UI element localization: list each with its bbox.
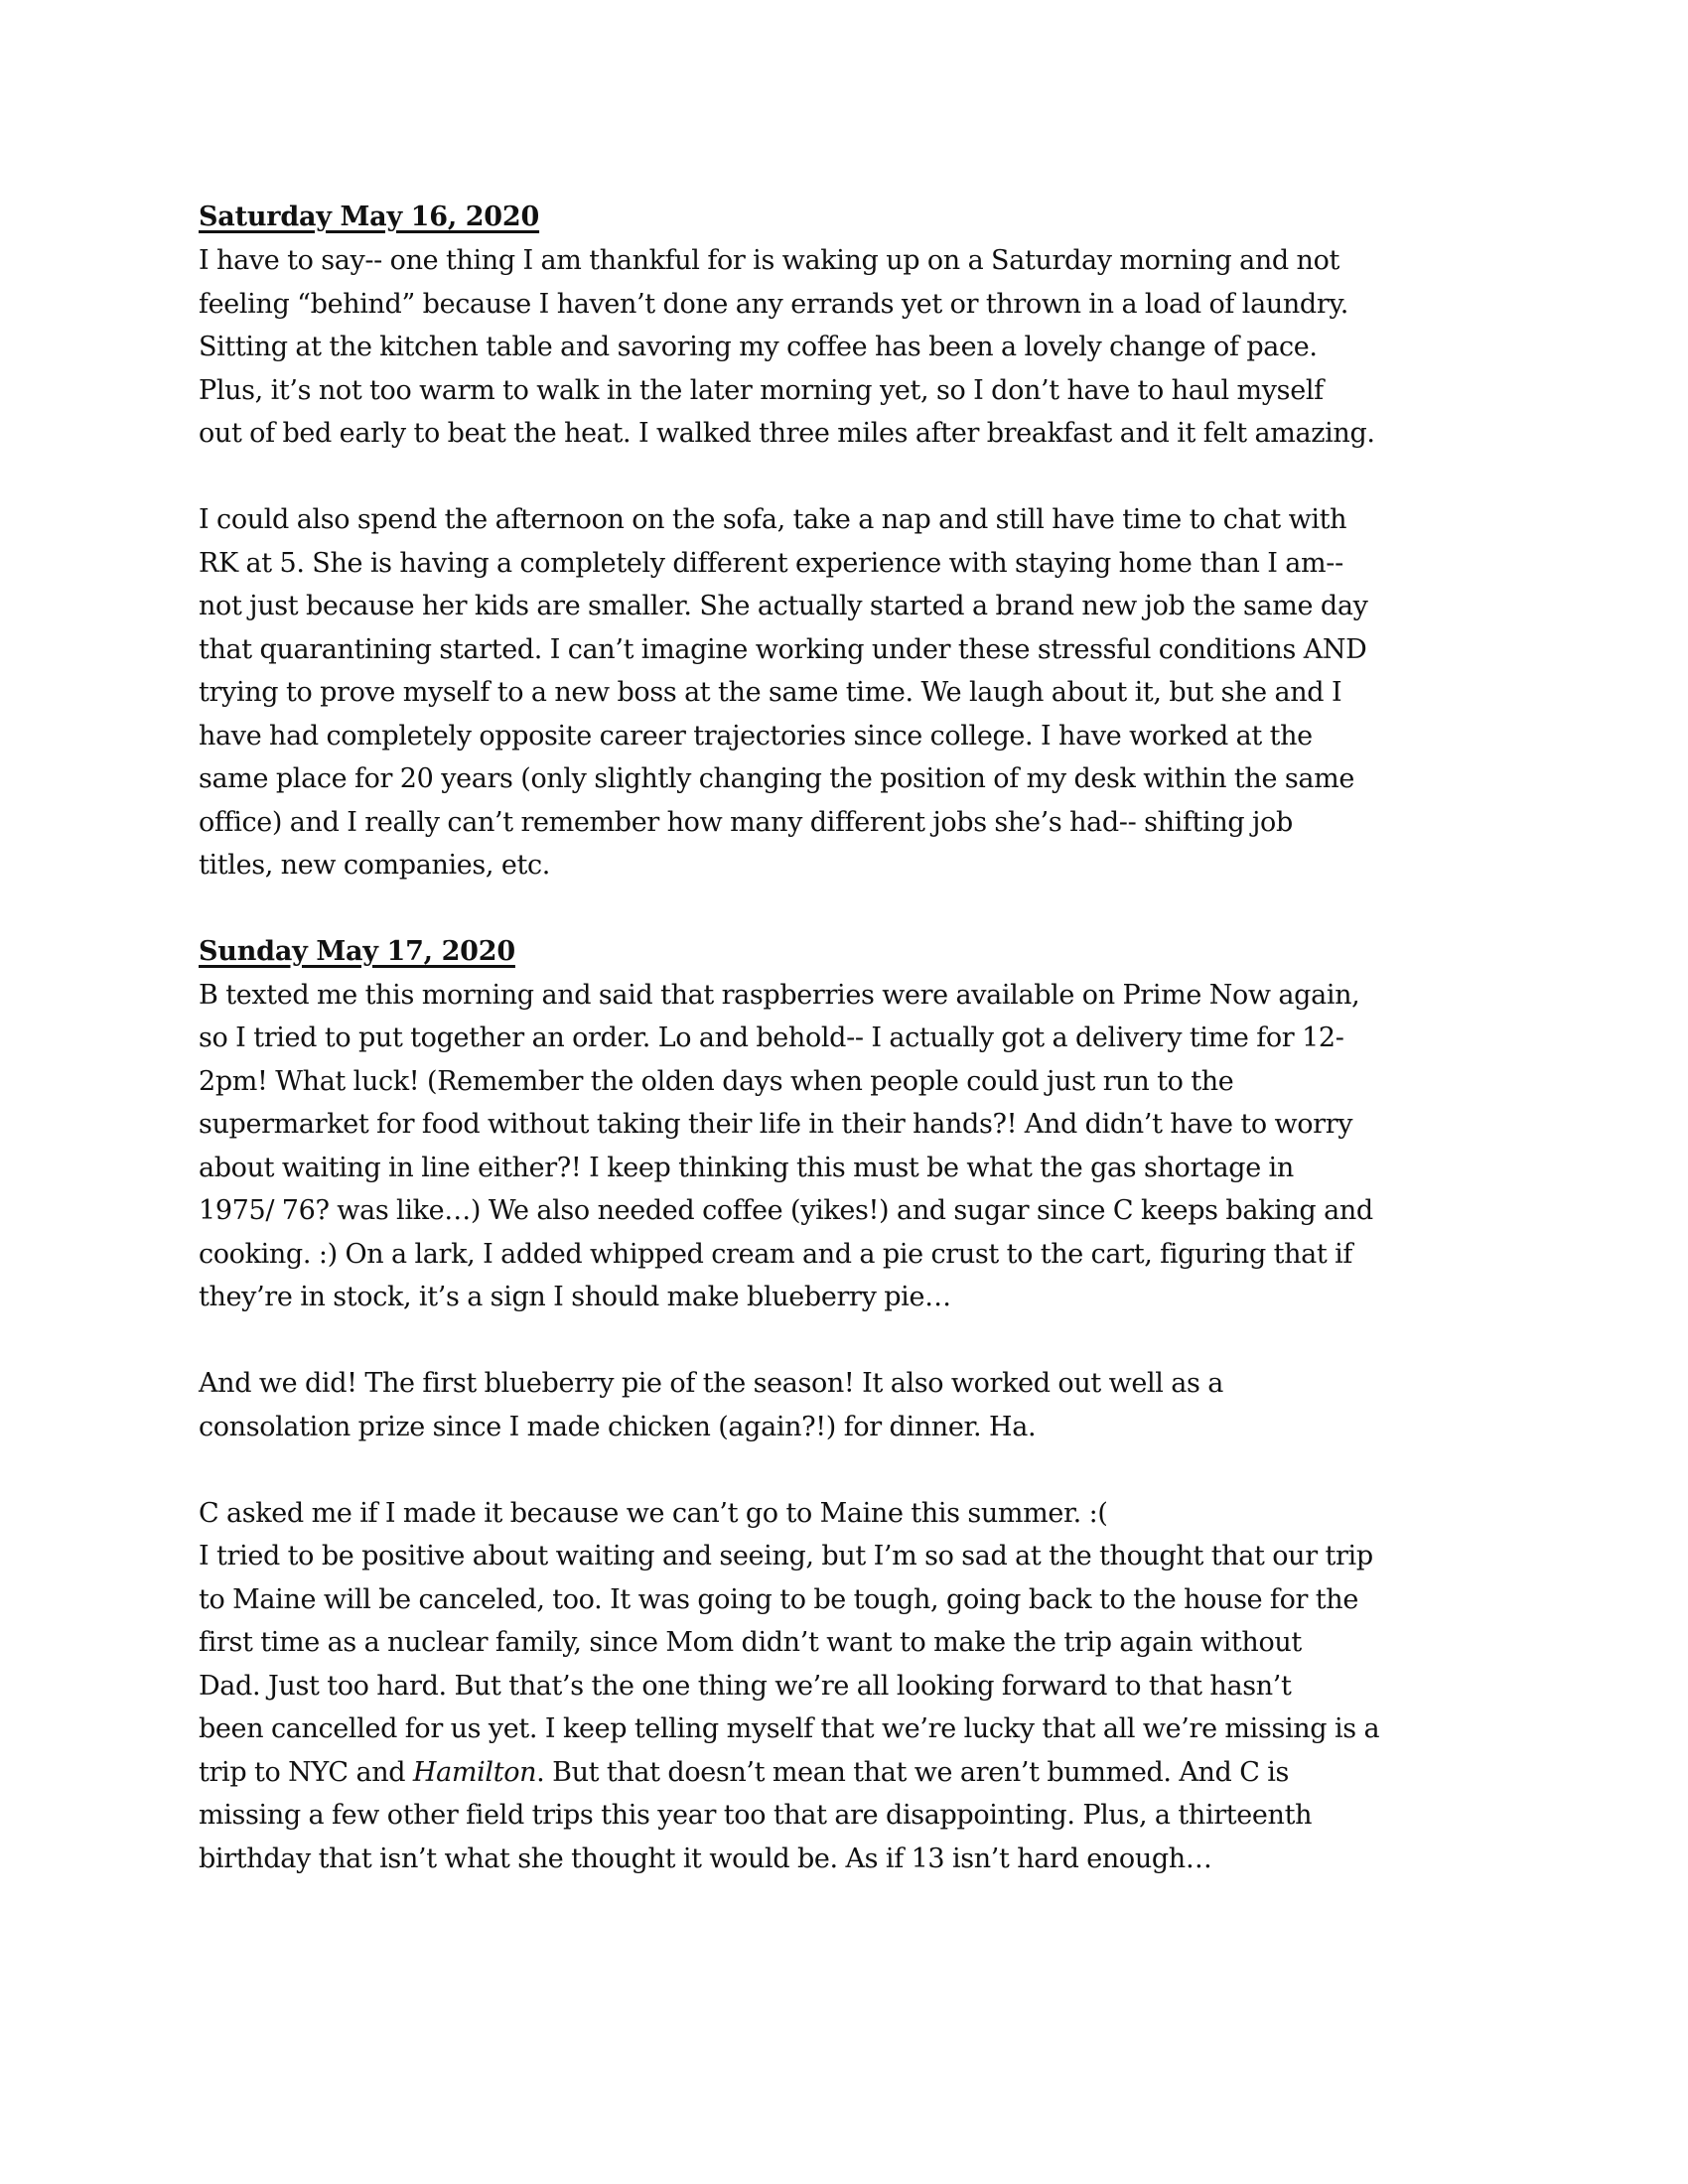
text-line: I tried to be positive about waiting and seeing, but I’m so sad at the thought that our trip — [199, 1541, 1373, 1571]
text-line: birthday that isn’t what she thought it would be. As if 13 isn’t hard enough… — [199, 1843, 1212, 1874]
text-line: And we did! The first blueberry pie of the season! It also worked out well as a — [199, 1368, 1224, 1399]
text-line: feeling “behind” because I haven’t done any errands yet or thrown in a load of laundry. — [199, 289, 1348, 320]
text-line: supermarket for food without taking their life in their hands?! And didn’t have to worry — [199, 1109, 1353, 1140]
text-line: to Maine will be canceled, too. It was going to be tough, going back to the house for the — [199, 1584, 1358, 1615]
text-line: 2pm! What luck! (Remember the olden days when people could just run to the — [199, 1066, 1234, 1097]
text-line: B texted me this morning and said that raspberries were available on Prime Now again, — [199, 980, 1360, 1011]
text-segment: . But that doesn’t mean that we aren’t bummed. And C is — [536, 1757, 1290, 1788]
italic-show-title: Hamilton — [412, 1757, 537, 1788]
text-line: first time as a nuclear family, since Mom didn’t want to make the trip again without — [199, 1627, 1302, 1658]
text-line-with-title — [199, 1751, 1289, 1795]
text-line: cooking. :) On a lark, I added whipped cream and a pie crust to the cart, figuring that if — [199, 1239, 1353, 1270]
text-line: they’re in stock, it’s a sign I should make blueberry pie… — [199, 1282, 951, 1312]
entry-heading-saturday: Saturday May 16, 2020 — [199, 202, 540, 232]
text-line: about waiting in line either?! I keep thinking this must be what the gas shortage in — [199, 1153, 1294, 1183]
text-line: trying to prove myself to a new boss at the same time. We laugh about it, but she and I — [199, 677, 1342, 708]
entry-heading-sunday: Sunday May 17, 2020 — [199, 936, 515, 967]
text-line: have had completely opposite career trajectories since college. I have worked at the — [199, 721, 1313, 751]
text-line: Dad. Just too hard. But that’s the one thing we’re all looking forward to that hasn’t — [199, 1671, 1292, 1702]
text-segment: trip to NYC and — [199, 1757, 413, 1788]
text-line: titles, new companies, etc. — [199, 850, 550, 881]
text-line: out of bed early to beat the heat. I walked three miles after breakfast and it felt amazing. — [199, 418, 1375, 449]
text-line: same place for 20 years (only slightly changing the position of my desk within the same — [199, 763, 1354, 794]
text-line: Sitting at the kitchen table and savoring my coffee has been a lovely change of pace. — [199, 332, 1318, 362]
text-line: I could also spend the afternoon on the sofa, take a nap and still have time to chat with — [199, 504, 1347, 535]
text-line: C asked me if I made it because we can’t go to Maine this summer. :( — [199, 1498, 1108, 1529]
text-line: so I tried to put together an order. Lo and behold-- I actually got a delivery time for 12- — [199, 1023, 1344, 1053]
text-line: RK at 5. She is having a completely different experience with staying home than I am-- — [199, 548, 1343, 579]
text-line: 1975/ 76? was like…) We also needed coffee (yikes!) and sugar since C keeps baking and — [199, 1195, 1373, 1226]
text-line: consolation prize since I made chicken (again?!) for dinner. Ha. — [199, 1412, 1037, 1442]
text-line: I have to say-- one thing I am thankful for is waking up on a Saturday morning and not — [199, 245, 1340, 276]
text-line: missing a few other field trips this year too that are disappointing. Plus, a thirteenth — [199, 1800, 1313, 1831]
text-line: Plus, it’s not too warm to walk in the later morning yet, so I don’t have to haul myself — [199, 375, 1324, 406]
text-line: that quarantining started. I can’t imagine working under these stressful conditions AND — [199, 634, 1367, 665]
text-line: office) and I really can’t remember how many different jobs she’s had-- shifting job — [199, 807, 1293, 838]
text-line: been cancelled for us yet. I keep telling myself that we’re lucky that all we’re missing is a — [199, 1713, 1380, 1744]
text-line: not just because her kids are smaller. She actually started a brand new job the same day — [199, 591, 1368, 621]
